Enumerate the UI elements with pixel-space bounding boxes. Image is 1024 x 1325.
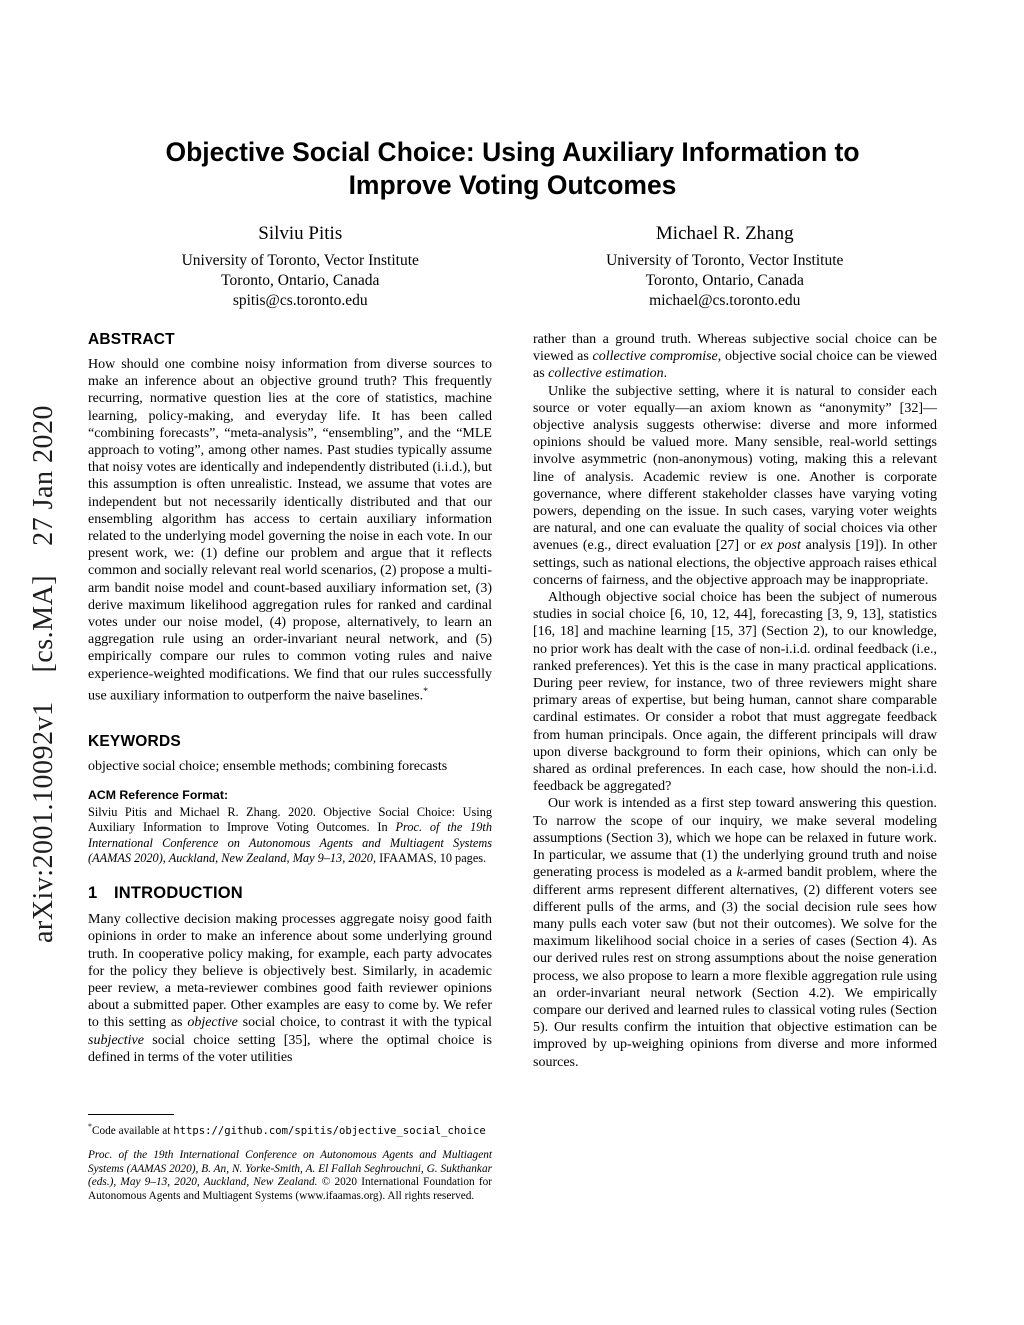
author-name: Michael R. Zhang — [655, 223, 794, 244]
section-title: INTRODUCTION — [114, 884, 243, 903]
paper-content — [88, 0, 937, 1203]
code-footnote — [88, 1120, 492, 1138]
footnote-text: Code available at — [91, 1124, 174, 1137]
right-column — [533, 331, 937, 1203]
abstract-text: How should one combine noisy information from diverse sources to make an inference about an objective ground truth? This frequently recurring, normative question lies at the core of statistics, machine learning, policy-making, and everyday life. It has been called “combining forecasts”, “meta-analysis”, “ensembling”, and the “MLE approach to voting”, among other names. Past studies typically assume that noisy votes are identically and independently distributed (i.i.d.), but this assumption is often unrealistic. Instead, we assume that votes are independent but not necessarily identically distributed and that our ensembling algorithm has access to certain auxiliary information related to the underlying model governing the noise in each vote. In our present work, we: (1) define our problem and argue that it reflects common and socially relevant real world scenarios, (2) propose a multi-arm bandit noise model and count-based auxiliary information set, (3) derive maximum likelihood aggregation rules for ranked and cardinal votes under our noise model, (4) propose, alternatively, to learn an aggregation rule using an order-invariant neural network, and (5) empirically compare our rules to common voting rules and naive experience-weighted modifications. We find that our rules successfully use auxiliary information to outperform the naive baselines.* — [88, 357, 492, 704]
author-affiliation: University of Toronto, Vector Institute — [606, 252, 844, 269]
arxiv-watermark: arXiv:2001.10092v1 [cs.MA] 27 Jan 2020 — [28, 405, 59, 943]
footnote-rule — [88, 1114, 174, 1115]
introduction-paragraph: Many collective decision making processes aggregate noisy good faith opinions in order to make an inference about some underlying ground truth. In cooperative policy making, for example, each party advocates for the policy they believe is objectively best. Similarly, in academic peer review, a meta-reviewer combines good faith reviewer opinions about a submitted paper. Other examples are easy to come by. We refer to this setting as objective social choice, to contrast it with the typical subjective social choice setting [35], where the optimal choice is defined in terms of the voter utilities — [88, 912, 492, 1065]
two-column-body — [88, 331, 937, 1203]
author-name: Silviu Pitis — [258, 223, 343, 244]
author-location: Toronto, Ontario, Canada — [645, 272, 804, 289]
author-email-link[interactable]: michael@cs.toronto.edu — [649, 292, 801, 309]
introduction-heading — [88, 884, 492, 903]
keywords-heading: KEYWORDS — [88, 732, 181, 750]
keywords-text: objective social choice; ensemble methods; combining forecasts — [88, 758, 448, 774]
title-line-2: Improve Voting Outcomes — [348, 170, 677, 200]
author-block-2 — [513, 223, 938, 311]
author-email-link[interactable]: spitis@cs.toronto.edu — [232, 292, 368, 309]
acm-reference-heading: ACM Reference Format: — [88, 787, 229, 802]
body-paragraph: Unlike the subjective setting, where it is natural to consider each source or voter equally—an axiom known as “anonymity” [32]—objective analysis suggests otherwise: diverse and more informed opinions should be valued more. Many sensible, real-world settings involve asymmetric (non-anonymous) voting, making this a relevant line of analysis. Academic review is one. Another is corporate governance, where different stakeholder classes have varying voting powers, depending on the issue. In such cases, varying voter weights are natural, and one can evaluate the quality of social choices via other avenues (e.g., direct evaluation [27] or ex post analysis [19]). In other settings, such as national elections, the objective approach raises ethical concerns of fairness, and the objective approach may be inappropriate. — [533, 383, 937, 588]
body-paragraph: rather than a ground truth. Whereas subjective social choice can be viewed as collective compromise, objective social choice can be viewed as collective estimation. — [533, 332, 938, 382]
footnote-marker: * — [88, 1122, 92, 1132]
section-number: 1 — [88, 884, 98, 903]
author-blocks — [88, 223, 937, 311]
code-repository-link[interactable]: https://github.com/spitis/objective_social_choice — [173, 1124, 486, 1137]
body-paragraph: Our work is intended as a first step toward answering this question. To narrow the scope of our inquiry, we make several modeling assumptions (Section 3), which we hope can be relaxed in future work. In particular, we assume that (1) the underlying ground truth and noise generating process is modeled as a k-armed bandit problem, where the different arms represent different alternatives, (2) different voters see different pulls of the arms, and (3) the social decision rule sees how many pulls each voter saw (but not their outcomes). We solve for the maximum likelihood social choice in a series of cases (Section 4). As our derived rules rest on strong assumptions about the noise generation process, we also propose to learn a more flexible aggregation rule using an order-invariant neural network (Section 4.2). We empirically compare our derived and learned rules to classical voting rules (Section 5). Our results confirm the intuition that objective estimation can be improved by up-weighing opinions from diverse and more informed sources. — [533, 796, 937, 1070]
author-block-1 — [88, 223, 513, 311]
conference-copyright-notice: Proc. of the 19th International Conference on Autonomous Agents and Multiagent Systems (AAMAS 2020), B. An, N. Yorke-Smith, A. El Fallah Seghrouchni, G. Sukthankar (eds.), May 9–13, 2020, Auckland, New Zealand. © 2020 International Foundation for Autonomous Agents and Multiagent Systems (www.ifaamas.org). All rights reserved. — [88, 1149, 492, 1202]
author-location: Toronto, Ontario, Canada — [221, 272, 380, 289]
title-line-1: Objective Social Choice: Using Auxiliary Information to — [165, 137, 860, 167]
left-column-footer — [88, 1096, 492, 1203]
author-affiliation: University of Toronto, Vector Institute — [181, 252, 419, 269]
paper-title — [88, 136, 937, 202]
left-column — [88, 331, 492, 1203]
abstract-heading: ABSTRACT — [88, 331, 175, 348]
body-paragraph: Although objective social choice has been the subject of numerous studies in social choice [6, 10, 12, 44], forecasting [3, 9, 13], statistics [16, 18] and machine learning [15, 37] (Section 2), to our knowledge, no prior work has dealt with the case of non-i.i.d. ordinal feedback (i.e., ranked preferences). Yet this is the case in many practical applications. During peer review, for instance, two of three reviewers might share primary areas of expertise, but being human, cannot share comparable cardinal estimates. Or consider a robot that must aggregate feedback from human principals. Once again, the different principals will draw upon diverse background to form their opinions, which can only be shared as ordinal preferences. In each case, how should the non-i.i.d. feedback be aggregated? — [533, 590, 937, 795]
acm-reference-text: Silviu Pitis and Michael R. Zhang. 2020. Objective Social Choice: Using Auxiliary Information to Improve Voting Outcomes. In Proc. of the 19th International Conference on Autonomous Agents and Multiagent Systems (AAMAS 2020), Auckland, New Zealand, May 9–13, 2020, IFAAMAS, 10 pages. — [88, 804, 492, 865]
